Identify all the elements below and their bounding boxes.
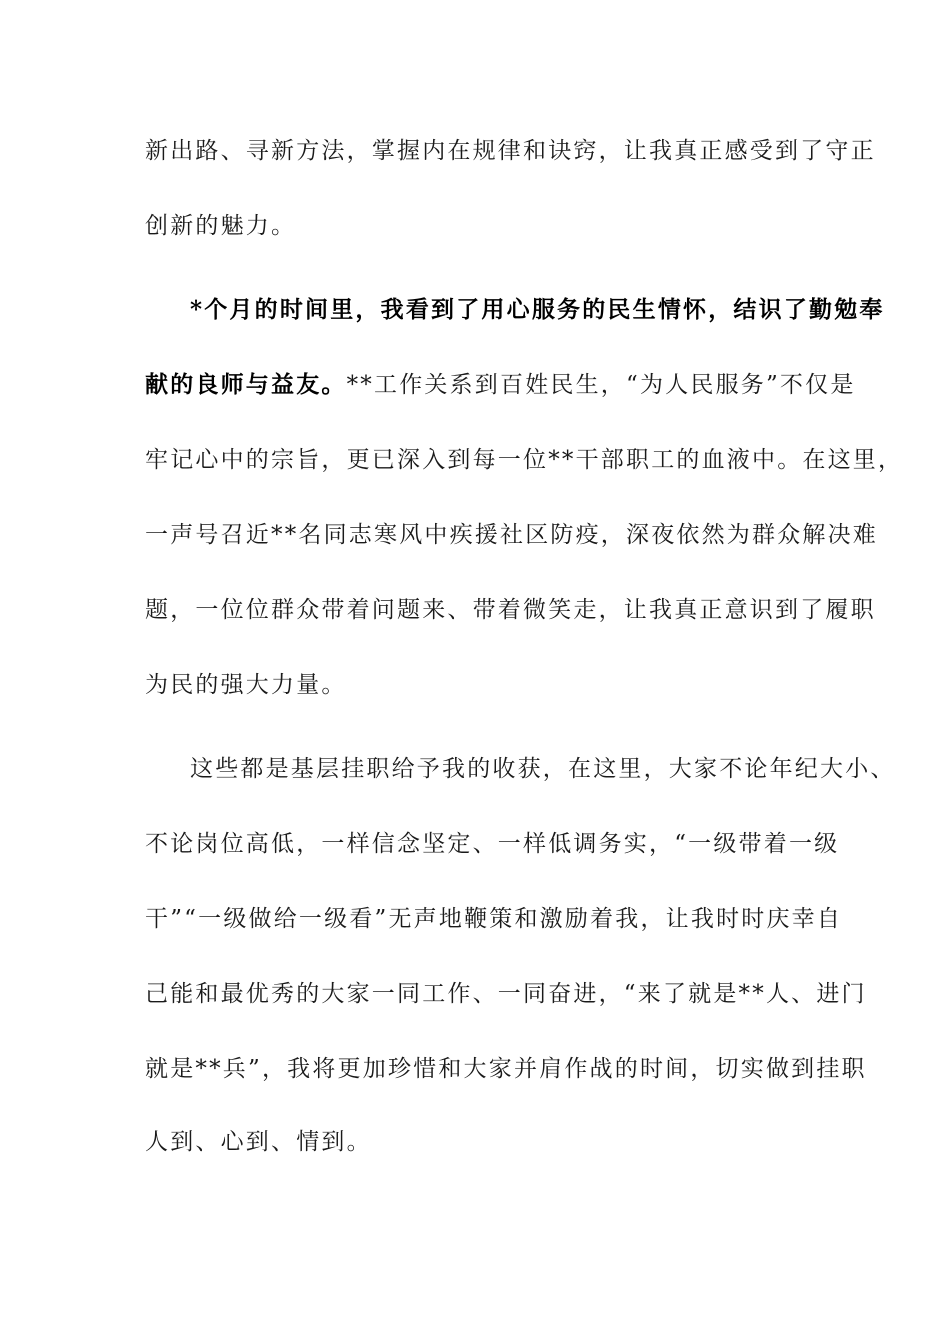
paragraph-line — [145, 440, 904, 480]
paragraph-line — [145, 131, 876, 171]
line-text: 一声号召近**名同志寒风中疾援社区防疫，深夜依然为群众解决难 — [145, 522, 878, 548]
bold-lead-text: 献的良师与益友。 — [145, 371, 347, 398]
paragraph-heading-line — [190, 290, 885, 330]
line-text: 为民的强大力量。 — [145, 672, 347, 698]
paragraph-line — [145, 899, 843, 939]
line-text: 就是**兵”，我将更加珍惜和大家并肩作战的时间，切实做到挂职 — [145, 1056, 867, 1082]
line-text: 创新的魅力。 — [145, 213, 297, 239]
paragraph-line — [145, 206, 810, 246]
paragraph-line — [145, 665, 810, 705]
paragraph-line — [145, 974, 867, 1014]
paragraph-line — [145, 515, 878, 555]
line-text: 这些都是基层挂职给予我的收获，在这里，大家不论年纪大小、 — [190, 756, 896, 782]
line-text: 题，一位位群众带着问题来、带着微笑走，让我真正意识到了履职 — [145, 597, 876, 623]
line-text: 新出路、寻新方法，掌握内在规律和诀窍，让我真正感受到了守正 — [145, 138, 876, 164]
line-text: 人到、心到、情到。 — [145, 1129, 372, 1155]
line-text: 牢记心中的宗旨，更已深入到每一位**干部职工的血液中。在这里， — [145, 447, 904, 473]
paragraph-line — [145, 365, 856, 405]
line-text: 己能和最优秀的大家一同工作、一同奋进，“来了就是**人、进门 — [145, 981, 867, 1007]
line-text: **工作关系到百姓民生，“为人民服务”不仅是 — [346, 372, 856, 398]
line-text: *个月的时间里，我看到了用心服务的民生情怀，结识了勤勉奉 — [190, 296, 885, 323]
paragraph-line — [145, 824, 840, 864]
paragraph-line — [145, 590, 876, 630]
paragraph-line — [190, 749, 896, 789]
paragraph-line — [145, 1049, 867, 1089]
line-text: 不论岗位高低，一样信念坚定、一样低调务实，“一级带着一级 — [145, 831, 840, 857]
paragraph-line — [145, 1122, 810, 1162]
line-text: 干”“一级做给一级看”无声地鞭策和激励着我，让我时时庆幸自 — [145, 906, 843, 932]
